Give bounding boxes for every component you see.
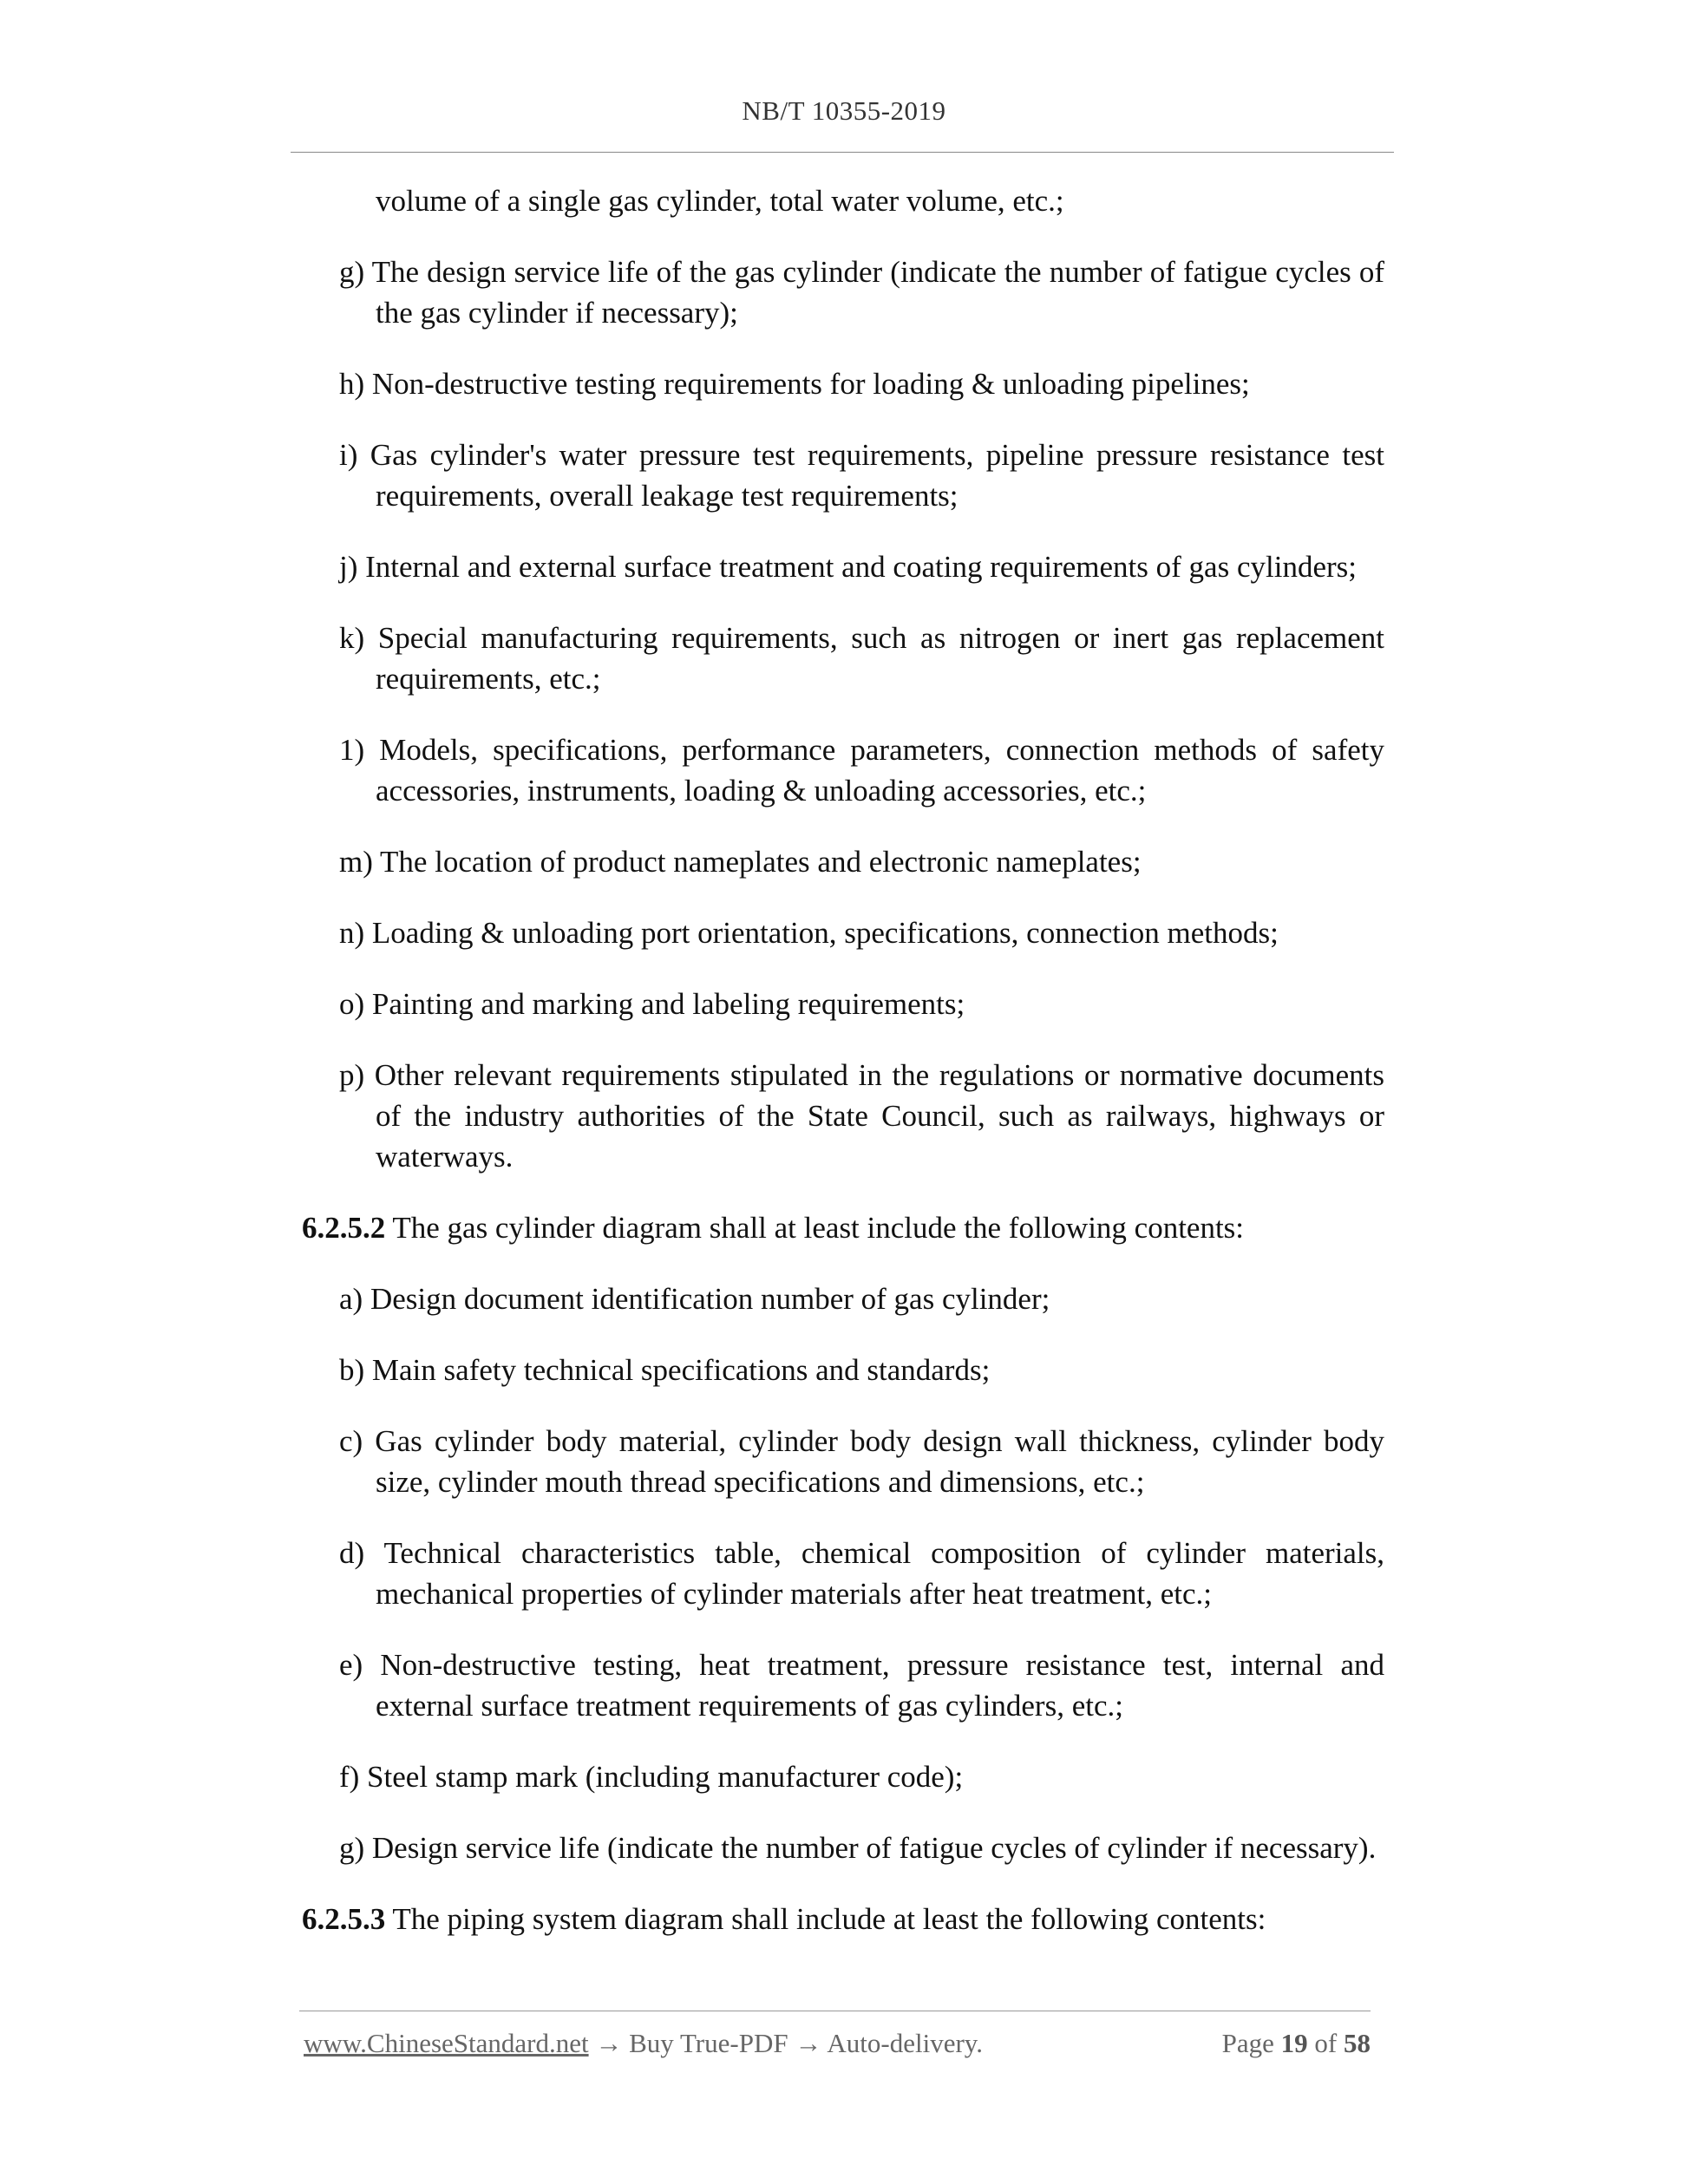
list-item-e: e) Non-destructive testing, heat treatment, pressure resistance test, internal and external surface treatment requirements of gas cylinders, etc.; — [339, 1648, 1384, 1723]
site-link[interactable]: www.ChineseStandard.net — [304, 2028, 589, 2058]
clause-number: 6.2.5.2 — [302, 1211, 386, 1245]
list-item-p: p) Other relevant requirements stipulated in the regulations or normative documents of the industry authorities of the State Council, such as railways, highways or waterways. — [339, 1058, 1384, 1174]
of-label: of — [1307, 2028, 1344, 2058]
buy-text: Buy True-PDF — [629, 2028, 788, 2058]
list-item-k: k) Special manufacturing requirements, such as nitrogen or inert gas replacement requirements, etc.; — [339, 621, 1384, 696]
list-item-f: f) Steel stamp mark (including manufacturer code); — [339, 1760, 964, 1794]
clause-text: The gas cylinder diagram shall at least include the following contents: — [385, 1211, 1245, 1245]
arrow-icon: → — [588, 2028, 630, 2058]
delivery-text: Auto-delivery. — [827, 2028, 984, 2058]
list-item-g: g) The design service life of the gas cylinder (indicate the number of fatigue cycles of the gas cylinder if necessary); — [339, 255, 1384, 330]
list-item-m: m) The location of product nameplates and electronic nameplates; — [339, 845, 1142, 879]
list-item-o: o) Painting and marking and labeling requirements; — [339, 987, 965, 1021]
page-indicator — [1222, 2028, 1371, 2059]
document-body — [302, 180, 1384, 1970]
list-item-n: n) Loading & unloading port orientation, specifications, connection methods; — [339, 916, 1279, 950]
footer-promo — [304, 2028, 983, 2059]
list-item-d: d) Technical characteristics table, chemical composition of cylinder materials, mechanical properties of cylinder materials after heat treatment, etc.; — [339, 1536, 1384, 1611]
page-header: NB/T 10355-2019 — [742, 95, 946, 126]
page-label: Page — [1221, 2028, 1281, 2058]
clause-6-2-5-2 — [302, 1207, 1384, 1248]
total-pages: 58 — [1344, 2028, 1371, 2058]
page-number: 19 — [1280, 2028, 1308, 2058]
header-divider — [291, 152, 1394, 153]
list-item-g2: g) Design service life (indicate the number of fatigue cycles of cylinder if necessary). — [339, 1831, 1377, 1865]
arrow-icon: → — [788, 2028, 828, 2058]
list-item-c: c) Gas cylinder body material, cylinder body design wall thickness, cylinder body size, cylinder mouth thread specifications and dimensions, etc.; — [339, 1424, 1384, 1499]
list-item-a: a) Design document identification number of gas cylinder; — [339, 1282, 1050, 1316]
clause-6-2-5-3 — [302, 1899, 1384, 1939]
list-item-j: j) Internal and external surface treatment and coating requirements of gas cylinders; — [339, 550, 1357, 584]
clause-number: 6.2.5.3 — [302, 1902, 386, 1936]
list-item-f-continuation: volume of a single gas cylinder, total water volume, etc.; — [376, 184, 1064, 218]
list-item-h: h) Non-destructive testing requirements for loading & unloading pipelines; — [339, 367, 1250, 401]
list-item-i: i) Gas cylinder's water pressure test requirements, pipeline pressure resistance test requirements, overall leakage test requirements; — [339, 438, 1384, 513]
list-item-l: 1) Models, specifications, performance parameters, connection methods of safety accessories, instruments, loading & unloading accessories, etc.; — [339, 733, 1384, 808]
list-item-b: b) Main safety technical specifications and standards; — [339, 1353, 991, 1387]
clause-text: The piping system diagram shall include at least the following contents: — [385, 1902, 1266, 1936]
